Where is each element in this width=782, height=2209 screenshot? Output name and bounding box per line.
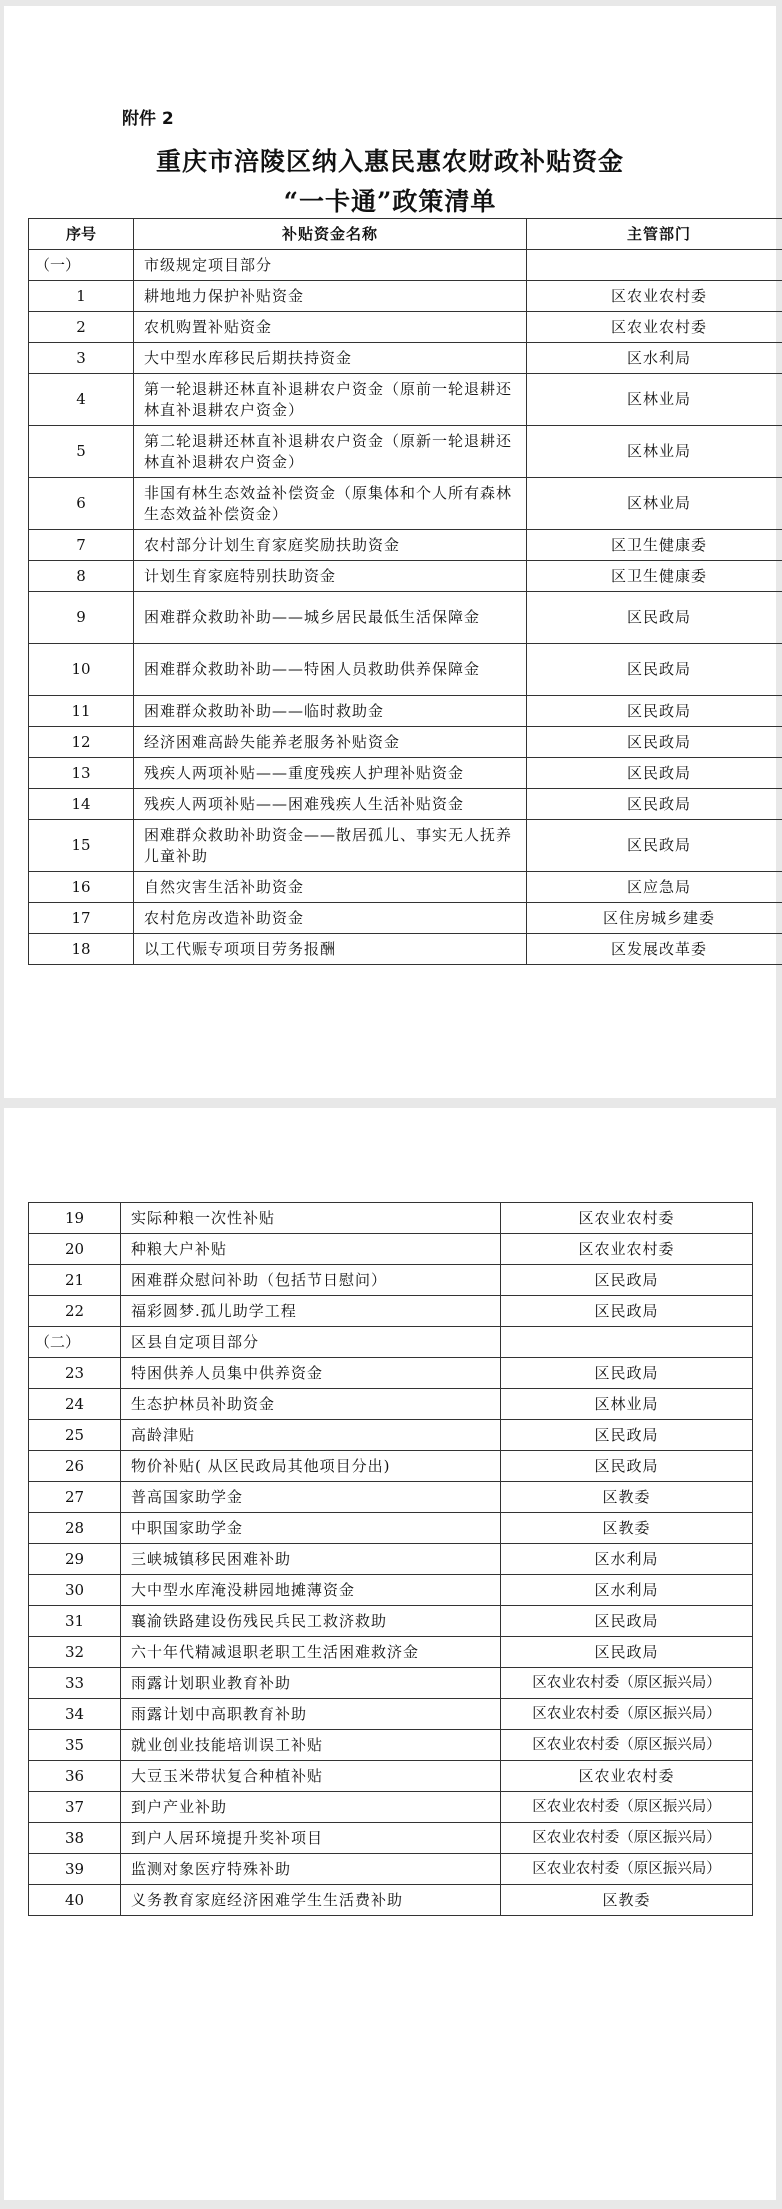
table-row [29, 1668, 753, 1699]
row-department: 区住房城乡建委 [527, 903, 782, 934]
table-row [29, 696, 782, 727]
table-row [29, 592, 782, 644]
row-subsidy-name: 农村部分计划生育家庭奖励扶助资金 [134, 530, 527, 561]
row-department: 区民政局 [527, 758, 782, 789]
row-subsidy-name: 三峡城镇移民困难补助 [121, 1544, 501, 1575]
row-department: 区林业局 [501, 1389, 753, 1420]
table-row [29, 820, 782, 872]
row-department: 区民政局 [527, 696, 782, 727]
row-department: 区农业农村委（原区振兴局） [501, 1792, 753, 1823]
row-number: 12 [29, 727, 134, 758]
document-title: 重庆市涪陵区纳入惠民惠农财政补贴资金 [155, 147, 624, 176]
row-number: 36 [29, 1761, 121, 1792]
row-number: 27 [29, 1482, 121, 1513]
table-row [29, 1358, 753, 1389]
row-department: 区农业农村委 [527, 281, 782, 312]
row-number: 13 [29, 758, 134, 789]
row-department: 区卫生健康委 [527, 561, 782, 592]
row-subsidy-name: 市级规定项目部分 [134, 250, 527, 281]
row-number: 38 [29, 1823, 121, 1854]
table-row [29, 1389, 753, 1420]
row-department [501, 1327, 753, 1358]
row-department: 区水利局 [527, 343, 782, 374]
row-number: 9 [29, 592, 134, 644]
document-page-1 [4, 6, 776, 1098]
table-row [29, 343, 782, 374]
row-number: 34 [29, 1699, 121, 1730]
table-row [29, 1823, 753, 1854]
document-page-2 [4, 1108, 776, 2200]
row-subsidy-name: 特困供养人员集中供养资金 [121, 1358, 501, 1389]
row-department: 区林业局 [527, 426, 782, 478]
row-subsidy-name: 到户人居环境提升奖补项目 [121, 1823, 501, 1854]
table-row [29, 1575, 753, 1606]
row-department: 区民政局 [527, 644, 782, 696]
table-row [29, 727, 782, 758]
row-number: 31 [29, 1606, 121, 1637]
table-row [29, 934, 782, 965]
table-row [29, 1513, 753, 1544]
row-subsidy-name: 中职国家助学金 [121, 1513, 501, 1544]
row-subsidy-name: 农村危房改造补助资金 [134, 903, 527, 934]
row-number: 19 [29, 1203, 121, 1234]
row-department: 区林业局 [527, 478, 782, 530]
row-department: 区农业农村委 [501, 1234, 753, 1265]
row-subsidy-name: 残疾人两项补贴——困难残疾人生活补贴资金 [134, 789, 527, 820]
row-department: 区民政局 [501, 1420, 753, 1451]
document-subtitle: “一卡通”政策清单 [283, 187, 497, 216]
row-subsidy-name: 困难群众慰问补助（包括节日慰问） [121, 1265, 501, 1296]
table-row [29, 1854, 753, 1885]
row-department: 区发展改革委 [527, 934, 782, 965]
row-subsidy-name: 物价补贴( 从区民政局其他项目分出) [121, 1451, 501, 1482]
row-department: 区民政局 [527, 820, 782, 872]
row-subsidy-name: 农机购置补贴资金 [134, 312, 527, 343]
row-department: 区农业农村委（原区振兴局） [501, 1854, 753, 1885]
row-subsidy-name: 经济困难高龄失能养老服务补贴资金 [134, 727, 527, 758]
row-department: 区教委 [501, 1482, 753, 1513]
table-row [29, 1420, 753, 1451]
row-number: （一） [29, 250, 134, 281]
row-department: 区民政局 [501, 1451, 753, 1482]
row-number: 39 [29, 1854, 121, 1885]
row-number: 40 [29, 1885, 121, 1916]
row-department: 区农业农村委（原区振兴局） [501, 1668, 753, 1699]
table-row [29, 530, 782, 561]
section-row [29, 1327, 753, 1358]
policy-table-page-2 [28, 1202, 753, 1916]
row-department: 区民政局 [527, 789, 782, 820]
table-row [29, 1544, 753, 1575]
policy-table-page-1 [28, 218, 782, 965]
table-row [29, 1761, 753, 1792]
row-department: 区民政局 [501, 1296, 753, 1327]
section-row [29, 250, 782, 281]
row-subsidy-name: 种粮大户补贴 [121, 1234, 501, 1265]
table-row [29, 1730, 753, 1761]
row-subsidy-name: 非国有林生态效益补偿资金（原集体和个人所有森林生态效益补偿资金） [134, 478, 527, 530]
row-department: 区教委 [501, 1885, 753, 1916]
row-department: 区农业农村委（原区振兴局） [501, 1699, 753, 1730]
row-subsidy-name: 大豆玉米带状复合种植补贴 [121, 1761, 501, 1792]
table-row [29, 758, 782, 789]
table-row [29, 1296, 753, 1327]
row-department: 区民政局 [501, 1637, 753, 1668]
row-number: 33 [29, 1668, 121, 1699]
row-department: 区卫生健康委 [527, 530, 782, 561]
table-row [29, 903, 782, 934]
row-subsidy-name: 区县自定项目部分 [121, 1327, 501, 1358]
table-row [29, 1203, 753, 1234]
row-subsidy-name: 六十年代精减退职老职工生活困难救济金 [121, 1637, 501, 1668]
table-row [29, 426, 782, 478]
row-subsidy-name: 到户产业补助 [121, 1792, 501, 1823]
header-dept: 主管部门 [527, 219, 782, 250]
row-number: 30 [29, 1575, 121, 1606]
row-number: 28 [29, 1513, 121, 1544]
row-subsidy-name: 雨露计划职业教育补助 [121, 1668, 501, 1699]
row-department: 区应急局 [527, 872, 782, 903]
row-department: 区农业农村委 [501, 1203, 753, 1234]
row-number: 21 [29, 1265, 121, 1296]
row-department: 区民政局 [501, 1265, 753, 1296]
table-row [29, 1637, 753, 1668]
table-row [29, 644, 782, 696]
row-number: 37 [29, 1792, 121, 1823]
table-row [29, 1885, 753, 1916]
row-number: 18 [29, 934, 134, 965]
row-subsidy-name: 就业创业技能培训误工补贴 [121, 1730, 501, 1761]
row-number: 24 [29, 1389, 121, 1420]
row-subsidy-name: 困难群众救助补助资金——散居孤儿、事实无人抚养儿童补助 [134, 820, 527, 872]
row-number: 14 [29, 789, 134, 820]
table-row [29, 1606, 753, 1637]
row-number: 25 [29, 1420, 121, 1451]
row-number: 35 [29, 1730, 121, 1761]
row-number: （二） [29, 1327, 121, 1358]
row-number: 3 [29, 343, 134, 374]
row-number: 7 [29, 530, 134, 561]
row-subsidy-name: 襄渝铁路建设伤残民兵民工救济救助 [121, 1606, 501, 1637]
row-subsidy-name: 生态护林员补助资金 [121, 1389, 501, 1420]
row-number: 6 [29, 478, 134, 530]
row-number: 15 [29, 820, 134, 872]
row-department: 区林业局 [527, 374, 782, 426]
table-row [29, 1482, 753, 1513]
table-row [29, 374, 782, 426]
row-subsidy-name: 困难群众救助补助——特困人员救助供养保障金 [134, 644, 527, 696]
row-subsidy-name: 普高国家助学金 [121, 1482, 501, 1513]
row-number: 17 [29, 903, 134, 934]
row-subsidy-name: 福彩圆梦.孤儿助学工程 [121, 1296, 501, 1327]
row-department: 区教委 [501, 1513, 753, 1544]
table-row [29, 1792, 753, 1823]
row-subsidy-name: 自然灾害生活补助资金 [134, 872, 527, 903]
row-department [527, 250, 782, 281]
row-subsidy-name: 大中型水库淹没耕园地摊薄资金 [121, 1575, 501, 1606]
row-department: 区农业农村委（原区振兴局） [501, 1823, 753, 1854]
row-department: 区农业农村委 [501, 1761, 753, 1792]
row-number: 20 [29, 1234, 121, 1265]
header-no: 序号 [29, 219, 134, 250]
row-subsidy-name: 第一轮退耕还林直补退耕农户资金（原前一轮退耕还林直补退耕农户资金） [134, 374, 527, 426]
table-row [29, 312, 782, 343]
row-department: 区民政局 [501, 1358, 753, 1389]
row-subsidy-name: 第二轮退耕还林直补退耕农户资金（原新一轮退耕还林直补退耕农户资金） [134, 426, 527, 478]
row-subsidy-name: 监测对象医疗特殊补助 [121, 1854, 501, 1885]
row-number: 1 [29, 281, 134, 312]
row-subsidy-name: 残疾人两项补贴——重度残疾人护理补贴资金 [134, 758, 527, 789]
table-row [29, 561, 782, 592]
row-department: 区农业农村委 [527, 312, 782, 343]
table-row [29, 789, 782, 820]
row-number: 29 [29, 1544, 121, 1575]
attachment-label: 附件 2 [122, 109, 174, 129]
row-number: 26 [29, 1451, 121, 1482]
table-row [29, 1265, 753, 1296]
row-subsidy-name: 雨露计划中高职教育补助 [121, 1699, 501, 1730]
row-department: 区民政局 [527, 727, 782, 758]
row-number: 5 [29, 426, 134, 478]
table-row [29, 1451, 753, 1482]
row-department: 区民政局 [527, 592, 782, 644]
row-subsidy-name: 耕地地力保护补贴资金 [134, 281, 527, 312]
row-number: 32 [29, 1637, 121, 1668]
table-header-row [29, 219, 782, 250]
row-number: 10 [29, 644, 134, 696]
row-subsidy-name: 义务教育家庭经济困难学生生活费补助 [121, 1885, 501, 1916]
row-number: 8 [29, 561, 134, 592]
row-number: 2 [29, 312, 134, 343]
row-subsidy-name: 以工代赈专项项目劳务报酬 [134, 934, 527, 965]
row-subsidy-name: 高龄津贴 [121, 1420, 501, 1451]
row-subsidy-name: 实际种粮一次性补贴 [121, 1203, 501, 1234]
table-row [29, 1699, 753, 1730]
row-subsidy-name: 大中型水库移民后期扶持资金 [134, 343, 527, 374]
row-number: 16 [29, 872, 134, 903]
table-row [29, 872, 782, 903]
row-subsidy-name: 计划生育家庭特别扶助资金 [134, 561, 527, 592]
header-name: 补贴资金名称 [134, 219, 527, 250]
row-subsidy-name: 困难群众救助补助——城乡居民最低生活保障金 [134, 592, 527, 644]
row-number: 22 [29, 1296, 121, 1327]
row-department: 区农业农村委（原区振兴局） [501, 1730, 753, 1761]
row-number: 11 [29, 696, 134, 727]
table-row [29, 1234, 753, 1265]
row-subsidy-name: 困难群众救助补助——临时救助金 [134, 696, 527, 727]
row-department: 区水利局 [501, 1575, 753, 1606]
row-department: 区水利局 [501, 1544, 753, 1575]
table-row [29, 478, 782, 530]
row-department: 区民政局 [501, 1606, 753, 1637]
row-number: 4 [29, 374, 134, 426]
row-number: 23 [29, 1358, 121, 1389]
table-row [29, 281, 782, 312]
